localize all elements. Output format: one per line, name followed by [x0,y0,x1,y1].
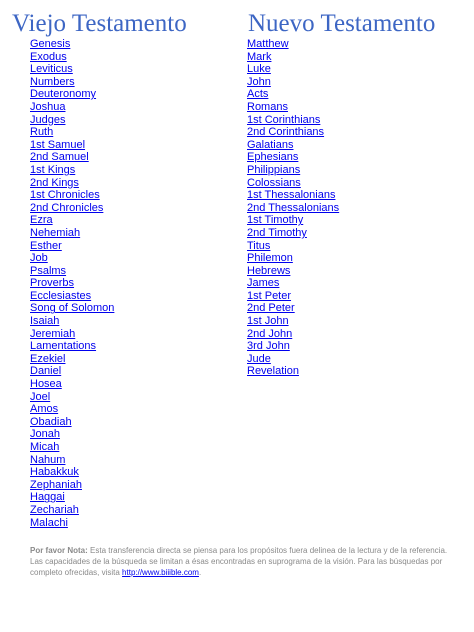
old-testament-book-item [30,365,114,378]
book-link[interactable]: Isaiah [30,315,60,328]
book-link[interactable]: Romans [247,100,288,113]
old-testament-book-list [30,38,114,529]
book-link[interactable]: 3rd John [247,340,290,353]
old-testament-book-item [30,114,114,127]
book-link[interactable]: Judges [30,113,66,126]
book-link[interactable]: Jonah [30,428,60,441]
book-link[interactable]: 1st Kings [30,163,76,176]
old-testament-book-item [30,252,114,265]
book-link[interactable]: Galatians [247,138,294,151]
book-link[interactable]: 2nd Peter [247,302,295,315]
book-link[interactable]: 1st Corinthians [247,113,321,126]
old-testament-book-item [30,227,114,240]
book-link[interactable]: 1st Timothy [247,214,304,227]
book-link[interactable]: Zechariah [30,503,79,516]
book-link[interactable]: John [247,75,271,88]
book-link[interactable]: 1st Thessalonians [247,189,336,202]
old-testament-book-item [30,126,114,139]
book-link[interactable]: Genesis [30,38,71,50]
book-link[interactable]: Philippians [247,163,301,176]
old-testament-book-item [30,466,114,479]
book-link[interactable]: Numbers [30,75,75,88]
new-testament-book-item [247,151,339,164]
new-testament-book-item [247,290,339,303]
old-testament-book-item [30,139,114,152]
new-testament-title: Nuevo Testamento [248,10,436,37]
book-link[interactable]: Jude [247,352,271,365]
old-testament-book-item [30,416,114,429]
book-link[interactable]: Hosea [30,378,62,391]
book-link[interactable]: Amos [30,403,59,416]
new-testament-book-item [247,353,339,366]
book-link[interactable]: Luke [247,63,271,76]
old-testament-book-item [30,101,114,114]
old-testament-book-item [30,214,114,227]
new-testament-book-item [247,51,339,64]
old-testament-book-item [30,51,114,64]
old-testament-book-item [30,88,114,101]
book-link[interactable]: Ruth [30,126,54,139]
new-testament-book-item [247,63,339,76]
book-link[interactable]: Hebrews [247,264,291,277]
book-link[interactable]: Colossians [247,176,301,189]
new-testament-book-item [247,302,339,315]
book-link[interactable]: Proverbs [30,277,75,290]
old-testament-book-item [30,353,114,366]
book-link[interactable]: 2nd Corinthians [247,126,325,139]
website-link[interactable]: http://www.biiible.com [122,568,199,577]
book-link[interactable]: Nehemiah [30,226,81,239]
footer-note [30,545,450,578]
book-link[interactable]: 1st John [247,315,289,328]
new-testament-book-item [247,365,339,378]
book-link[interactable]: Titus [247,239,271,252]
old-testament-book-item [30,517,114,530]
new-testament-book-list [247,38,339,378]
new-testament-book-item [247,38,339,51]
new-testament-book-item [247,340,339,353]
book-link[interactable]: James [247,277,280,290]
book-link[interactable]: Obadiah [30,415,72,428]
old-testament-book-item [30,391,114,404]
new-testament-book-item [247,126,339,139]
old-testament-book-item [30,277,114,290]
book-link[interactable]: Joel [30,390,51,403]
old-testament-book-item [30,454,114,467]
book-link[interactable]: 2nd Thessalonians [247,201,340,214]
old-testament-book-item [30,290,114,303]
new-testament-book-item [247,214,339,227]
book-link[interactable]: Habakkuk [30,466,79,479]
book-link[interactable]: Ephesians [247,151,299,164]
book-link[interactable]: Deuteronomy [30,88,97,101]
new-testament-book-item [247,328,339,341]
new-testament-book-item [247,265,339,278]
old-testament-book-item [30,38,114,51]
new-testament-book-item [247,164,339,177]
old-testament-book-item [30,63,114,76]
new-testament-book-item [247,202,339,215]
new-testament-book-item [247,101,339,114]
book-link[interactable]: Philemon [247,252,293,265]
book-link[interactable]: Leviticus [30,63,73,76]
old-testament-book-item [30,441,114,454]
old-testament-book-item [30,340,114,353]
old-testament-book-item [30,240,114,253]
old-testament-book-item [30,328,114,341]
book-link[interactable]: Malachi [30,516,68,529]
book-link[interactable]: Daniel [30,365,62,378]
new-testament-book-item [247,114,339,127]
old-testament-book-item [30,177,114,190]
book-link[interactable]: Song of Solomon [30,302,115,315]
book-link[interactable]: Joshua [30,100,66,113]
book-link[interactable]: Ezra [30,214,53,227]
book-link[interactable]: Jeremiah [30,327,76,340]
book-link[interactable]: Lamentations [30,340,97,353]
old-testament-title: Viejo Testamento [12,10,187,37]
book-link[interactable]: 1st Samuel [30,138,86,151]
footer-note-label: Por favor Nota: [30,546,88,555]
book-link[interactable]: Exodus [30,50,67,63]
new-testament-book-item [247,139,339,152]
old-testament-book-item [30,315,114,328]
book-link[interactable]: 2nd Samuel [30,151,89,164]
book-link[interactable]: Nahum [30,453,66,466]
new-testament-book-item [247,88,339,101]
book-link[interactable]: 2nd Chronicles [30,201,104,214]
book-link[interactable]: 2nd John [247,327,293,340]
old-testament-book-item [30,428,114,441]
old-testament-book-item [30,76,114,89]
old-testament-book-item [30,479,114,492]
old-testament-book-item [30,403,114,416]
old-testament-book-item [30,302,114,315]
new-testament-book-item [247,177,339,190]
book-link[interactable]: Ezekiel [30,352,66,365]
new-testament-book-item [247,227,339,240]
book-link[interactable]: 2nd Kings [30,176,79,189]
book-link[interactable]: Esther [30,239,62,252]
new-testament-book-item [247,315,339,328]
new-testament-book-item [247,252,339,265]
footer-note-end: . [198,568,202,577]
old-testament-book-item [30,151,114,164]
book-link[interactable]: Haggai [30,491,65,504]
book-link[interactable]: Psalms [30,264,67,277]
old-testament-book-item [30,202,114,215]
new-testament-book-item [247,189,339,202]
old-testament-book-item [30,189,114,202]
book-link[interactable]: Zephaniah [30,478,82,491]
book-link[interactable]: Matthew [247,38,289,50]
old-testament-book-item [30,265,114,278]
old-testament-book-item [30,504,114,517]
old-testament-book-item [30,378,114,391]
book-link[interactable]: Mark [247,50,272,63]
book-link[interactable]: Job [30,252,48,265]
new-testament-book-item [247,76,339,89]
new-testament-book-item [247,240,339,253]
old-testament-book-item [30,491,114,504]
book-link[interactable]: Revelation [247,365,299,378]
book-link[interactable]: Ecclesiastes [30,289,92,302]
book-link[interactable]: Acts [247,88,269,101]
book-link[interactable]: Micah [30,441,60,453]
new-testament-book-item [247,277,339,290]
book-link[interactable]: 2nd Timothy [247,226,307,239]
book-link[interactable]: 1st Chronicles [30,189,100,202]
footer-note-text: Esta transferencia directa se piensa para los propósitos fuera delinea de la lectura y de la referencia. Las capacidades de la búsqueda se limitan a ésas encontradas en suprograma de la visión. Para las búsquedas por completo ofrecidas, visita [30,546,448,577]
book-link[interactable]: 1st Peter [247,289,292,302]
old-testament-book-item [30,164,114,177]
